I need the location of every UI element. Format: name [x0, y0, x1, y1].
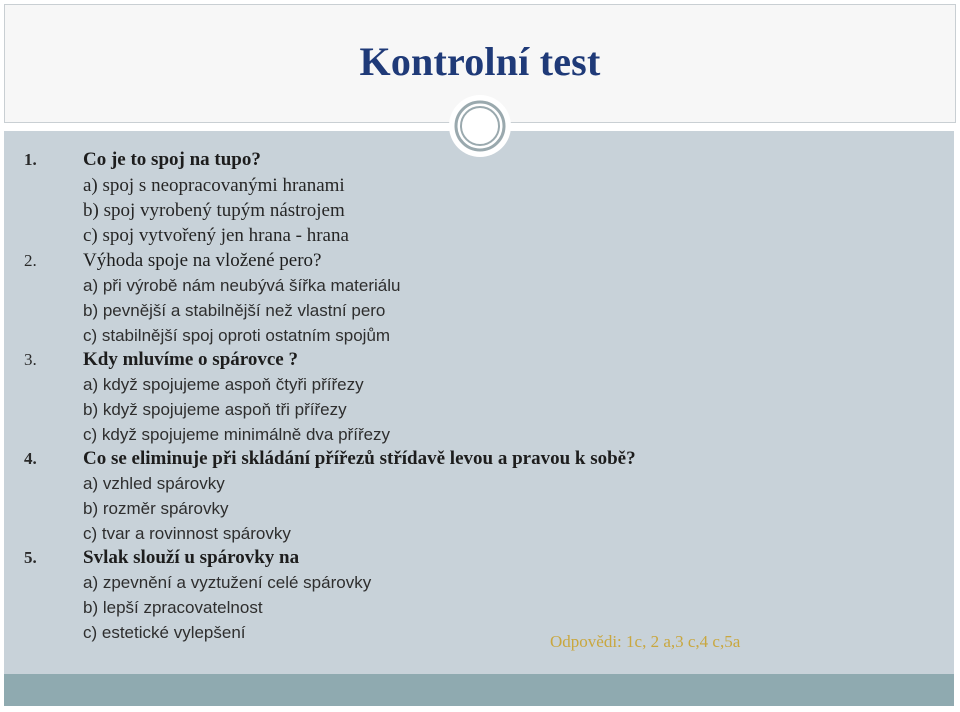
- answer-text: c) estetické vylepšení: [83, 623, 246, 642]
- question-text: Co se eliminuje při skládání přířezů střídavě levou a pravou k sobě?: [83, 448, 636, 469]
- answer-text: a) zpevnění a vyztužení celé spárovky: [83, 573, 372, 592]
- answer-text: a) při výrobě nám neubývá šířka materiálu: [83, 276, 401, 295]
- answer-text: b) rozměr spárovky: [83, 499, 229, 518]
- answer-key: Odpovědi: 1c, 2 a,3 c,4 c,5a: [550, 632, 741, 651]
- question-text: Co je to spoj na tupo?: [83, 149, 261, 170]
- answer-text: b) když spojujeme aspoň tři přířezy: [83, 400, 347, 419]
- answer-text: b) lepší zpracovatelnost: [83, 598, 263, 617]
- answer-text: c) spoj vytvořený jen hrana - hrana: [83, 225, 349, 246]
- answer-text: c) stabilnější spoj oproti ostatním spojům: [83, 326, 391, 345]
- question-text: Kdy mluvíme o spárovce ?: [83, 349, 298, 370]
- circle-ornament-icon: [448, 94, 512, 158]
- slide-title: Kontrolní test: [359, 39, 601, 84]
- answer-text: a) když spojujeme aspoň čtyři přířezy: [83, 375, 364, 394]
- question-number: 3.: [24, 350, 37, 369]
- question-text: Svlak slouží u spárovky na: [83, 547, 300, 568]
- answer-text: a) spoj s neopracovanými hranami: [83, 175, 345, 196]
- question-text: Výhoda spoje na vložené pero?: [83, 250, 322, 271]
- question-number: 5.: [24, 548, 37, 567]
- footer-bar: [4, 674, 954, 706]
- answer-text: c) tvar a rovinnost spárovky: [83, 524, 291, 543]
- answer-text: b) pevnější a stabilnější než vlastní pero: [83, 301, 386, 320]
- question-number: 2.: [24, 251, 37, 270]
- question-number: 1.: [24, 150, 37, 169]
- answer-text: c) když spojujeme minimálně dva přířezy: [83, 425, 391, 444]
- answer-text: a) vzhled spárovky: [83, 474, 225, 493]
- answer-text: b) spoj vyrobený tupým nástrojem: [83, 200, 345, 221]
- question-number: 4.: [24, 449, 37, 468]
